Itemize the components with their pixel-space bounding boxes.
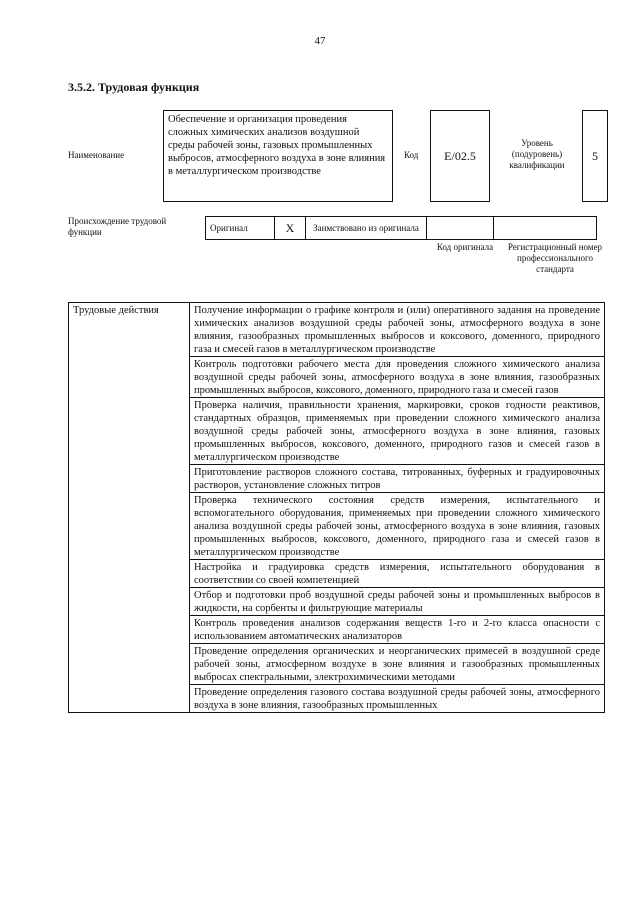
reg-caption: Регистрационный номер профессионального стандарта [507,242,603,274]
original-mark: X [275,217,306,240]
level-label: Уровень (подуровень) квалификации [509,138,565,170]
action-item: Проверка наличия, правильности хранения, маркировки, сроков годности реактивов, стандартных образцов, применяемых при проведении сложного химического анализа воздушной среды рабочей зоны, атмосферного воздуха в зоне влияния, газовых промышленных выбросов, коксового, доменного, природного газов и смесей газов в металлургическом производстве [190,398,605,465]
actions-heading: Трудовые действия [69,303,190,713]
code-caption: Код оригинала [436,242,494,252]
name-label: Наименование [68,150,125,160]
action-item: Проведение определения газового состава воздушной среды рабочей зоны, атмосферного воздуха в зоне влияния, газообразных промышленных [190,685,605,713]
action-item: Проверка технического состояния средств измерения, испытательного и вспомогательного оборудования, применяемых при проведении сложного химического анализа воздушной среды рабочей зоны, атмосферного воздуха в зоне влияния, газовых промышленных выбросов, коксового, доменного, природного газа и смесей газов в металлургическом производстве [190,493,605,560]
borrowed-label: Заимствовано из оригинала [306,217,427,240]
origin-label: Происхождение трудовой функции [68,216,167,237]
level-value: 5 [582,110,608,202]
origin-code-cell [427,217,494,240]
page-number: 47 [314,35,326,47]
action-item: Отбор и подготовки проб воздушной среды рабочей зоны и промышленных выбросов в жидкости, на сорбенты и фильтрующие материалы [190,588,605,616]
function-name-box: Обеспечение и организация проведения сложных химических анализов воздушной среды рабочей зоны, газовых промышленных выбросов, атмосферного воздуха в зоне влияния в металлургическом производстве [163,110,393,202]
table-row [69,303,605,357]
action-item: Проведение определения органических и неорганических примесей в воздушной среде рабочей зоны, атмосферном воздухе в зоне влияния и газообразных промышленных выбросах спектральными, электрохимическими методами [190,644,605,685]
action-item: Контроль подготовки рабочего места для проведения сложного химического анализа воздушной среды рабочей зоны, атмосферного воздуха в зоне влияния, газообразных промышленных выбросов, коксового, доменного, природного газа и смесей газов [190,357,605,398]
origin-table [205,216,597,240]
action-item: Настройка и градуировка средств измерения, испытательного оборудования в соответствии со своей компетенцией [190,560,605,588]
original-label: Оригинал [206,217,275,240]
code-value: E/02.5 [430,110,490,202]
action-item: Контроль проведения анализов содержания веществ 1-го и 2-го класса опасности с использованием автоматических анализаторов [190,616,605,644]
code-label: Код [404,150,419,160]
action-item: Приготовление растворов сложного состава, титрованных, буферных и градуировочных растворов, установление сложных титров [190,465,605,493]
actions-table [68,302,605,713]
section-title: 3.5.2. Трудовая функция [68,80,200,94]
action-item: Получение информации о графике контроля и (или) оперативного задания на проведение химических анализов воздушной среды рабочей зоны, атмосферного воздуха в зоне влияния, газообразных промышленных выбросов и коксового, доменного, природного газа и смесей газов в металлургическом производстве [190,303,605,357]
origin-reg-cell [494,217,597,240]
